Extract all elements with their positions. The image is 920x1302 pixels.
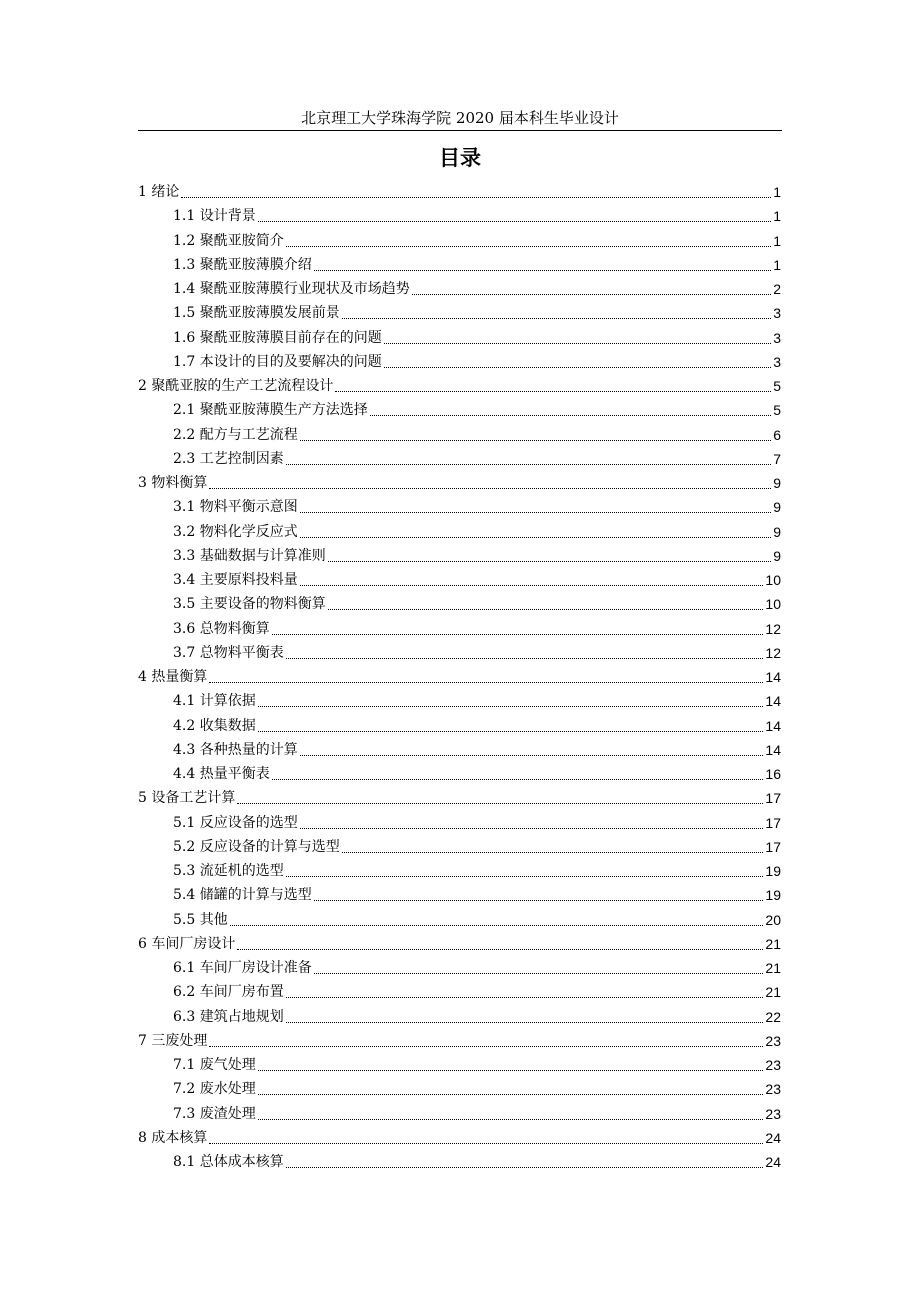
toc-entry-title: 2.1 聚酰亚胺薄膜生产方法选择 [173, 402, 368, 419]
toc-entry-page-number: 10 [765, 596, 781, 613]
toc-dot-leader [286, 1022, 764, 1023]
toc-entry[interactable] [173, 813, 781, 833]
toc-entry-page-number: 6 [773, 426, 781, 443]
toc-entry-title: 4.3 各种热量的计算 [173, 741, 298, 758]
toc-entry[interactable] [173, 425, 781, 445]
toc-entry-page-number: 3 [773, 329, 781, 346]
toc-entry[interactable] [173, 400, 781, 420]
toc-entry[interactable] [138, 1031, 781, 1051]
toc-dot-leader [300, 755, 764, 756]
toc-dot-leader [286, 246, 771, 247]
toc-entry-page-number: 9 [773, 523, 781, 540]
toc-entry[interactable] [173, 1055, 781, 1075]
toc-dot-leader [300, 585, 764, 586]
toc-entry-title: 5 设备工艺计算 [138, 790, 236, 807]
toc-entry-title: 2 聚酰亚胺的生产工艺流程设计 [138, 378, 334, 394]
toc-entry-title: 2.3 工艺控制因素 [173, 450, 284, 467]
toc-dot-leader [335, 391, 771, 392]
toc-entry[interactable] [173, 231, 781, 251]
toc-entry[interactable] [173, 716, 781, 736]
toc-dot-leader [384, 343, 771, 344]
page-title: 目录 [439, 146, 481, 170]
toc-dot-leader [286, 1167, 764, 1168]
toc-dot-leader [230, 925, 764, 926]
toc-entry-title: 6.3 建筑占地规划 [173, 1008, 284, 1025]
toc-entry-title: 1.7 本设计的目的及要解决的问题 [173, 353, 382, 370]
toc-entry[interactable] [173, 255, 781, 275]
toc-entry-page-number: 5 [773, 378, 781, 394]
toc-entry[interactable] [173, 1152, 781, 1172]
toc-entry[interactable] [173, 1079, 781, 1099]
toc-entry-title: 8.1 总体成本核算 [173, 1154, 284, 1170]
toc-entry-page-number: 23 [765, 1081, 781, 1098]
toc-entry-title: 3.2 物料化学反应式 [173, 523, 298, 540]
toc-entry-page-number: 12 [765, 620, 781, 637]
toc-entry-title: 1.5 聚酰亚胺薄膜发展前景 [173, 305, 340, 322]
toc-entry-page-number: 19 [765, 887, 781, 904]
toc-entry-page-number: 7 [773, 450, 781, 467]
toc-entry-page-number: 17 [765, 838, 781, 855]
toc-dot-leader [300, 440, 771, 441]
toc-entry-title: 1.4 聚酰亚胺薄膜行业现状及市场趋势 [173, 281, 410, 297]
toc-dot-leader [300, 512, 771, 513]
header-rule [138, 130, 782, 131]
toc-entry-title: 6 车间厂房设计 [138, 935, 236, 952]
toc-entry-page-number: 17 [765, 790, 781, 807]
toc-entry-page-number: 1 [773, 232, 781, 249]
toc-dot-leader [258, 706, 764, 707]
toc-dot-leader [314, 270, 771, 271]
toc-entry[interactable] [173, 449, 781, 469]
toc-dot-leader [258, 1119, 764, 1120]
toc-dot-leader [258, 221, 771, 222]
toc-dot-leader [314, 900, 764, 901]
toc-entry-page-number: 17 [765, 814, 781, 831]
toc-dot-leader [181, 197, 771, 198]
toc-entry-page-number: 21 [765, 960, 781, 976]
toc-entry-title: 5.1 反应设备的选型 [173, 814, 298, 831]
toc-dot-leader [342, 318, 771, 319]
toc-entry-title: 1.2 聚酰亚胺简介 [173, 232, 284, 249]
toc-dot-leader [300, 537, 771, 538]
toc-entry-title: 6.1 车间厂房设计准备 [173, 960, 312, 976]
toc-entry-title: 5.3 流延机的选型 [173, 863, 284, 879]
toc-dot-leader [370, 415, 771, 416]
toc-entry-title: 7.3 废渣处理 [173, 1105, 256, 1122]
toc-entry-page-number: 10 [765, 572, 781, 588]
toc-entry-page-number: 16 [765, 766, 781, 782]
toc-entry-page-number: 3 [773, 305, 781, 322]
toc-dot-leader [328, 609, 764, 610]
toc-entry-page-number: 20 [765, 911, 781, 928]
toc-entry[interactable] [173, 279, 781, 299]
toc-entry-title: 3.7 总物料平衡表 [173, 644, 284, 661]
toc-entry-page-number: 24 [765, 1129, 781, 1146]
toc-entry[interactable] [173, 691, 781, 711]
toc-entry-title: 3.1 物料平衡示意图 [173, 499, 298, 516]
toc-entry-page-number: 1 [773, 208, 781, 225]
toc-entry-page-number: 1 [773, 256, 781, 273]
toc-dot-leader [314, 973, 764, 974]
toc-entry[interactable] [173, 594, 781, 614]
toc-entry-title: 5.5 其他 [173, 911, 228, 928]
toc-entry-title: 3 物料衡算 [138, 475, 208, 491]
toc-entry[interactable] [138, 473, 781, 493]
toc-entry-page-number: 5 [773, 402, 781, 419]
toc-dot-leader [209, 682, 763, 683]
toc-entry[interactable] [173, 206, 781, 226]
toc-entry[interactable] [173, 352, 781, 372]
toc-dot-leader [286, 876, 764, 877]
toc-entry-title: 5.2 反应设备的计算与选型 [173, 838, 340, 855]
toc-entry-title: 4.2 收集数据 [173, 717, 256, 734]
toc-entry-title: 1.1 设计背景 [173, 208, 256, 225]
toc-entry-title: 7.1 废气处理 [173, 1057, 256, 1073]
toc-entry[interactable] [173, 885, 781, 905]
toc-entry-page-number: 9 [773, 499, 781, 516]
toc-dot-leader [272, 634, 764, 635]
toc-entry[interactable] [138, 788, 781, 808]
toc-entry-title: 1 绪论 [138, 184, 180, 200]
toc-entry[interactable] [138, 667, 781, 687]
toc-dot-leader [342, 852, 764, 853]
toc-entry-title: 4.4 热量平衡表 [173, 766, 270, 782]
toc-entry[interactable] [173, 328, 781, 348]
toc-entry[interactable] [173, 1104, 781, 1124]
toc-entry-title: 6.2 车间厂房布置 [173, 984, 284, 1001]
toc-entry-page-number: 22 [765, 1008, 781, 1025]
toc-entry[interactable] [173, 522, 781, 542]
toc-entry[interactable] [173, 570, 781, 590]
toc-entry-title: 3.3 基础数据与计算准则 [173, 547, 326, 564]
toc-entry[interactable] [138, 376, 781, 396]
toc-entry[interactable] [138, 182, 781, 202]
toc-entry-title: 3.6 总物料衡算 [173, 620, 270, 637]
toc-entry-title: 7 三废处理 [138, 1032, 208, 1049]
toc-entry[interactable] [173, 740, 781, 760]
toc-dot-leader [258, 1094, 764, 1095]
toc-entry[interactable] [173, 958, 781, 978]
toc-entry-title: 3.5 主要设备的物料衡算 [173, 596, 326, 613]
toc-entry[interactable] [173, 861, 781, 881]
toc-entry-title: 4 热量衡算 [138, 669, 208, 685]
toc-entry-page-number: 19 [765, 863, 781, 879]
toc-entry[interactable] [173, 303, 781, 323]
toc-entry[interactable] [173, 764, 781, 784]
toc-entry[interactable] [173, 497, 781, 517]
toc-entry-page-number: 1 [773, 184, 781, 200]
toc-entry-title: 1.3 聚酰亚胺薄膜介绍 [173, 256, 312, 273]
toc-dot-leader [286, 658, 764, 659]
toc-entry-page-number: 9 [773, 475, 781, 491]
toc-entry-title: 7.2 废水处理 [173, 1081, 256, 1098]
page-header: 北京理工大学珠海学院 2020 届本科生毕业设计 [301, 109, 619, 127]
toc-entry-page-number: 21 [765, 984, 781, 1001]
toc-entry[interactable] [173, 546, 781, 566]
toc-entry-page-number: 24 [765, 1154, 781, 1170]
toc-entry[interactable] [173, 982, 781, 1002]
toc-dot-leader [237, 949, 763, 950]
toc-entry-title: 1.6 聚酰亚胺薄膜目前存在的问题 [173, 329, 382, 346]
toc-dot-leader [300, 828, 764, 829]
toc-entry[interactable] [173, 837, 781, 857]
toc-entry-page-number: 12 [765, 644, 781, 661]
toc-dot-leader [272, 779, 764, 780]
toc-entry-title: 5.4 储罐的计算与选型 [173, 887, 312, 904]
toc-entry-title: 2.2 配方与工艺流程 [173, 426, 298, 443]
toc-dot-leader [209, 488, 771, 489]
toc-entry-page-number: 14 [765, 693, 781, 710]
toc-entry[interactable] [173, 643, 781, 663]
toc-entry[interactable] [173, 910, 781, 930]
toc-dot-leader [209, 1046, 763, 1047]
toc-entry[interactable] [138, 1128, 781, 1148]
toc-entry-page-number: 9 [773, 547, 781, 564]
toc-dot-leader [286, 464, 771, 465]
toc-entry-page-number: 23 [765, 1057, 781, 1073]
toc-dot-leader [237, 803, 763, 804]
toc-entry-title: 3.4 主要原料投料量 [173, 572, 298, 588]
toc-entry-page-number: 14 [765, 717, 781, 734]
toc-dot-leader [286, 997, 764, 998]
toc-dot-leader [384, 367, 771, 368]
toc-entry-page-number: 14 [765, 669, 781, 685]
toc-entry-page-number: 21 [765, 935, 781, 952]
toc-dot-leader [258, 1070, 764, 1071]
toc-entry[interactable] [173, 619, 781, 639]
toc-entry-page-number: 3 [773, 353, 781, 370]
toc-entry-title: 8 成本核算 [138, 1129, 208, 1146]
toc-dot-leader [328, 561, 771, 562]
toc-entry[interactable] [173, 1007, 781, 1027]
toc-entry-page-number: 23 [765, 1032, 781, 1049]
toc-entry[interactable] [138, 934, 781, 954]
toc-entry-page-number: 2 [773, 281, 781, 297]
toc-dot-leader [209, 1143, 763, 1144]
toc-entry-page-number: 23 [765, 1105, 781, 1122]
toc-entry-page-number: 14 [765, 741, 781, 758]
toc-dot-leader [258, 731, 764, 732]
toc-dot-leader [412, 294, 771, 295]
toc-entry-title: 4.1 计算依据 [173, 693, 256, 710]
